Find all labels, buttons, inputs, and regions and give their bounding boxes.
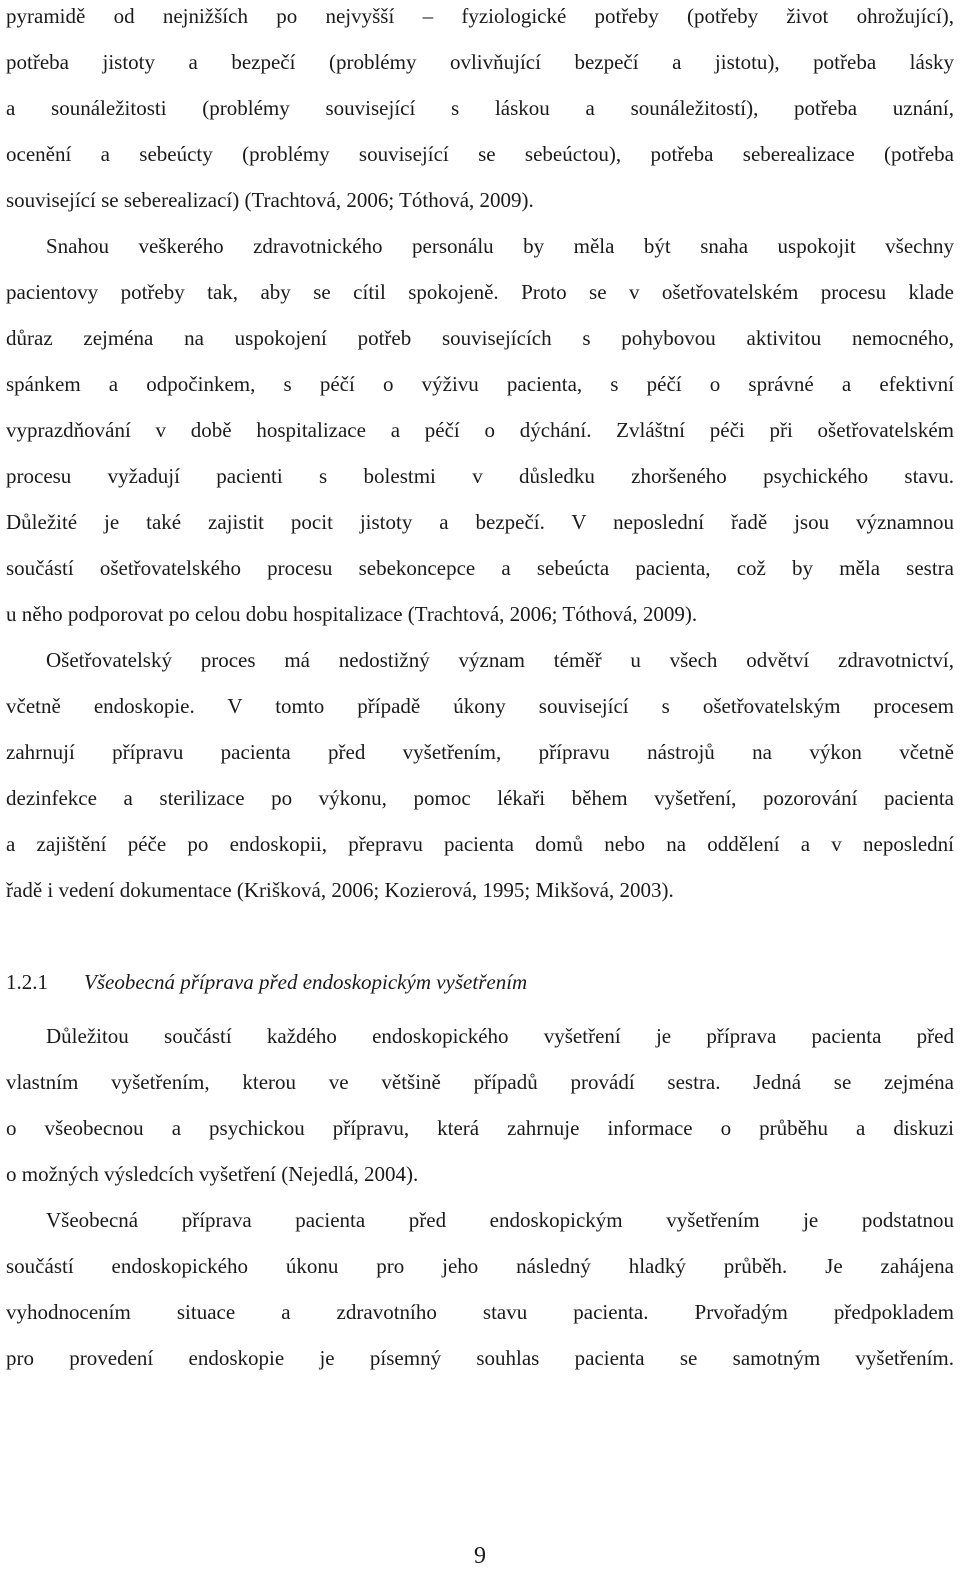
text-line: a zajištění péče po endoskopii, přepravu pacienta domů nebo na oddělení a v neposlední [6, 832, 954, 856]
text-line: pyramidě od nejnižších po nejvyšší – fyziologické potřeby (potřeby život ohrožující), [6, 4, 954, 28]
text-line: ocenění a sebeúcty (problémy související se sebeúctou), potřeba seberealizace (potřeba [6, 142, 954, 166]
section-heading [6, 970, 527, 994]
text-line: o možných výsledcích vyšetření (Nejedlá, 2004). [6, 1162, 419, 1186]
document-page [6, 0, 954, 1571]
text-line: vyprazdňování v době hospitalizace a péčí o dýchání. Zvláštní péči při ošetřovatelském [6, 418, 954, 442]
text-line: Všeobecná příprava pacienta před endoskopickým vyšetřením je podstatnou [46, 1208, 954, 1232]
text-line: vyhodnocením situace a zdravotního stavu pacienta. Prvořadým předpokladem [6, 1300, 954, 1324]
section-title: Všeobecná příprava před endoskopickým vyšetřením [84, 970, 528, 994]
text-line: související se seberealizací) (Trachtová, 2006; Tóthová, 2009). [6, 188, 534, 212]
text-line: včetně endoskopie. V tomto případě úkony související s ošetřovatelským procesem [6, 694, 954, 718]
text-line: u něho podporovat po celou dobu hospitalizace (Trachtová, 2006; Tóthová, 2009). [6, 602, 698, 626]
text-line: důraz zejména na uspokojení potřeb souvisejících s pohybovou aktivitou nemocného, [6, 326, 954, 350]
text-line: potřeba jistoty a bezpečí (problémy ovlivňující bezpečí a jistotu), potřeba lásky [6, 50, 954, 74]
text-line: o všeobecnou a psychickou přípravu, která zahrnuje informace o průběhu a diskuzi [6, 1116, 954, 1140]
text-line: Důležitou součástí každého endoskopického vyšetření je příprava pacienta před [46, 1024, 954, 1048]
text-line: a sounáležitosti (problémy související s láskou a sounáležitostí), potřeba uznání, [6, 96, 954, 120]
text-line: součástí endoskopického úkonu pro jeho následný hladký průběh. Je zahájena [6, 1254, 954, 1278]
text-line: Ošetřovatelský proces má nedostižný význam téměř u všech odvětví zdravotnictví, [46, 648, 954, 672]
text-line: procesu vyžadují pacienti s bolestmi v důsledku zhoršeného psychického stavu. [6, 464, 954, 488]
text-line: vlastním vyšetřením, kterou ve většině případů provádí sestra. Jedná se zejména [6, 1070, 954, 1094]
text-line: pacientovy potřeby tak, aby se cítil spokojeně. Proto se v ošetřovatelském procesu klade [6, 280, 954, 304]
text-line: součástí ošetřovatelského procesu sebekoncepce a sebeúcta pacienta, což by měla sestra [6, 556, 954, 580]
text-line: Důležité je také zajistit pocit jistoty a bezpečí. V neposlední řadě jsou významnou [6, 510, 954, 534]
text-line: spánkem a odpočinkem, s péčí o výživu pacienta, s péčí o správné a efektivní [6, 372, 954, 396]
text-line: řadě i vedení dokumentace (Krišková, 2006; Kozierová, 1995; Mikšová, 2003). [6, 878, 674, 902]
text-line: dezinfekce a sterilizace po výkonu, pomoc lékaři během vyšetření, pozorování pacienta [6, 786, 954, 810]
text-line: pro provedení endoskopie je písemný souhlas pacienta se samotným vyšetřením. [6, 1346, 954, 1370]
section-number: 1.2.1 [6, 970, 48, 994]
text-line: Snahou veškerého zdravotnického personálu by měla být snaha uspokojit všechny [46, 234, 954, 258]
page-number: 9 [474, 1543, 486, 1569]
text-line: zahrnují přípravu pacienta před vyšetřením, přípravu nástrojů na výkon včetně [6, 740, 954, 764]
